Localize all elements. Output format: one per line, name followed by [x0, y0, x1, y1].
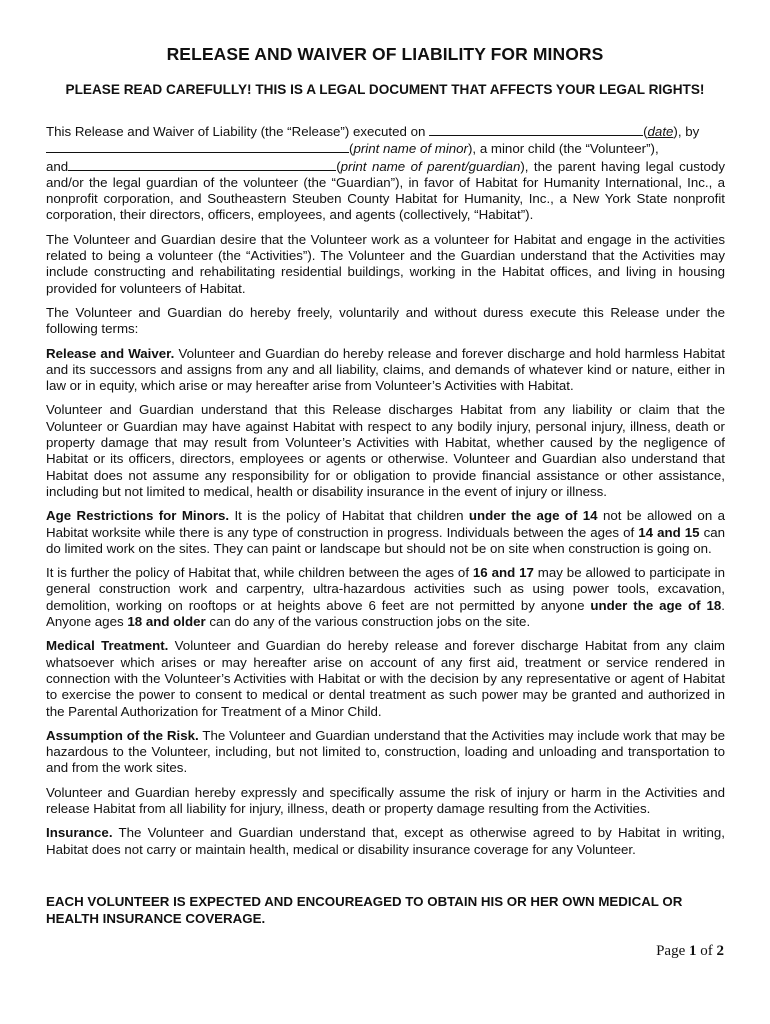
- policy-text-2: may be allowed to participate in general construction work and carpentry, ultra-hazardous activities such as using power tools, excavation, demolition, working on rooftops or at heights above 6 feet are not permitted by anyone: [46, 565, 725, 613]
- intro-text-3: ), a minor child (the “Volunteer”),: [468, 141, 659, 157]
- insurance-heading: Insurance.: [46, 825, 113, 841]
- intro-text-2: ), by: [673, 124, 700, 139]
- date-blank[interactable]: [429, 123, 643, 136]
- release-text: Volunteer and Guardian do hereby release and forever discharge and hold harmless Habitat and its successors and assigns from any and all liability, claims, and demands of whatever kind or nature, either in law or in equity, which arise or may hereafter arise from Volunteer’s Activities with Habitat.: [46, 345, 726, 394]
- age-text-3: can do limited work on the sites. They can paint or landscape but should not be on site when construction is going on.: [46, 524, 726, 556]
- guardian-name-blank[interactable]: [68, 158, 336, 171]
- release-paragraph: [46, 346, 725, 395]
- page-number: [656, 943, 724, 960]
- risk-paragraph: [46, 728, 725, 777]
- guardian-hint: print name of parent/guardian: [340, 158, 521, 174]
- minor-hint: print name of minor: [353, 141, 468, 157]
- policy-bold-1: 16 and 17: [472, 565, 534, 581]
- age-paragraph: [46, 508, 725, 557]
- insurance-notice: EACH VOLUNTEER IS EXPECTED AND ENCOUREAGED TO OBTAIN HIS OR HER OWN MEDICAL OR HEALTH INSURANCE COVERAGE.: [46, 894, 683, 926]
- policy-paragraph: [46, 565, 725, 630]
- medical-text: Volunteer and Guardian do hereby release and forever discharge Habitat from any claim whatsoever which arises or may hereafter arise on account of any first aid, treatment or service rendered in connection with the Volunteer’s Activities with Habitat or with the decision by any representative or agent of Habitat to exercise the power to consent to medical or dental treatment as such power may be granted and authorized in the Parental Authorization for Treatment of a Minor Child.: [46, 638, 725, 719]
- policy-text-4: can do any of the various construction jobs on the site.: [205, 614, 531, 630]
- minor-name-blank[interactable]: [46, 140, 349, 153]
- policy-bold-2: under the age of 18: [590, 597, 722, 613]
- intro-paragraph: This Release and Waiver of Liability (the “Release”) executed on (date), by (print name of minor), a minor child (the “Volunteer”), and (print name of parent/guardian), the parent having legal custody and/or the legal guardian of the volunteer (the “Guardian”), in favor of Habitat for Humanity International, Inc., a nonprofit corporation, and Southeastern Steuben County Habitat for Humanity, Inc., a New York State nonprofit corporation, their directors, officers, employees, and agents (collectively, “Habitat”).: [46, 124, 725, 223]
- policy-text-1: It is further the policy of Habitat that, while children between the ages of: [46, 565, 473, 581]
- age-text-1: It is the policy of Habitat that children: [229, 508, 469, 524]
- page-total: 2: [716, 943, 724, 959]
- insurance-text: The Volunteer and Guardian understand that, except as otherwise agreed to by Habitat in writing, Habitat does not carry or maintain health, medical or disability insurance coverage for any Volunteer.: [46, 825, 725, 857]
- document-title: RELEASE AND WAIVER OF LIABILITY FOR MINORS: [166, 44, 604, 64]
- medical-paragraph: [46, 638, 725, 719]
- date-hint: date: [647, 124, 674, 139]
- page-label: Page: [656, 943, 689, 959]
- document-subtitle: PLEASE READ CAREFULLY! THIS IS A LEGAL DOCUMENT THAT AFFECTS YOUR LEGAL RIGHTS!: [65, 82, 705, 97]
- and-word: and: [46, 158, 69, 174]
- policy-text-3: . Anyone ages: [46, 597, 725, 630]
- age-bold-1: under the age of 14: [468, 508, 598, 524]
- age-text-2: not be allowed on a Habitat worksite while there is any type of construction in progress. Individuals between the ages of: [46, 508, 725, 540]
- policy-bold-3: 18 and older: [127, 614, 206, 630]
- page-current: 1: [689, 943, 697, 959]
- document-body: [46, 123, 725, 866]
- terms-paragraph: The Volunteer and Guardian do hereby freely, voluntarily and without duress execute this Release under the following terms:: [46, 304, 725, 337]
- activities-paragraph: The Volunteer and Guardian desire that the Volunteer work as a volunteer for Habitat and engage in the activities related to being a volunteer (the “Activities”). The Volunteer and the Guardian understand that the Activities may include constructing and rehabilitating residential buildings, working in the Habitat offices, and living in housing provided for volunteers of Habitat.: [46, 231, 725, 296]
- insurance-paragraph: [46, 825, 725, 858]
- age-heading: Age Restrictions for Minors.: [46, 508, 230, 524]
- intro-text-1: This Release and Waiver of Liability (the “Release”) executed on: [46, 124, 430, 139]
- risk-text: The Volunteer and Guardian understand that the Activities may include work that may be hazardous to the Volunteer, including, but not limited to, construction, loading and unloading and transportation to and from the work sites.: [46, 727, 726, 776]
- medical-heading: Medical Treatment.: [46, 638, 169, 654]
- assume-paragraph: Volunteer and Guardian hereby expressly and specifically assume the risk of injury or harm in the Activities and release Habitat from all liability for injury, illness, death or property damage resulting from the Activities.: [46, 784, 725, 816]
- age-bold-2: 14 and 15: [638, 524, 700, 540]
- page-of: of: [696, 943, 717, 959]
- intro-text-4: ), the parent having legal custody and/or the legal guardian of the volunteer (the “Guardian”), in favor of Habitat for Humanity International, Inc., a nonprofit corporation, and Southeastern Steuben County Habitat for Humanity, Inc., a New York State nonprofit corporation, their directors, officers, employees, and agents (collectively, “Habitat”).: [46, 158, 725, 223]
- release-heading: Release and Waiver.: [46, 345, 175, 361]
- risk-heading: Assumption of the Risk.: [46, 727, 199, 743]
- understand-paragraph: Volunteer and Guardian understand that this Release discharges Habitat from any liability or claim that the Volunteer or Guardian may have against Habitat with respect to any bodily injury, personal injury, illness, death or property damage that may result from Volunteer’s Activities with Habitat, whether caused by the negligence of Habitat or its officers, directors, employees or agents or otherwise. Volunteer and Guardian also understand that Habitat does not assume any responsibility for or obligation to provide financial assistance or other assistance, including but not limited to medical, health or disability insurance in the event of injury or illness.: [46, 402, 725, 499]
